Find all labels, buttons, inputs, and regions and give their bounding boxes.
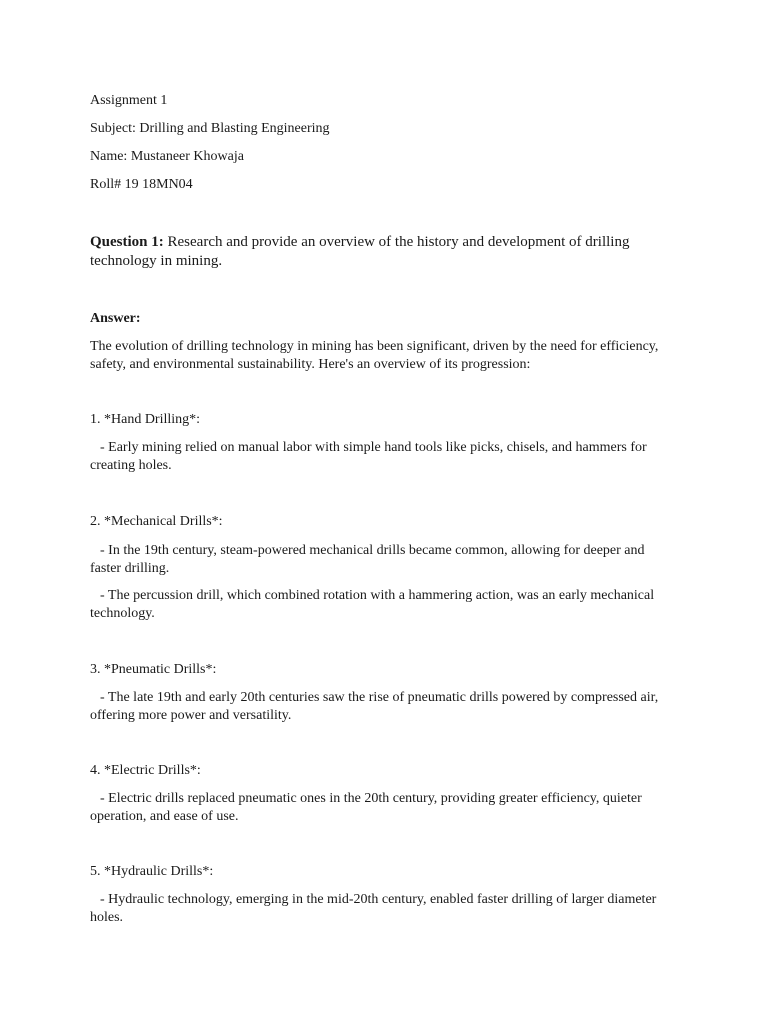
question-text: Research and provide an overview of the history and development of drilling technology in mining. [90, 234, 630, 269]
question-paragraph [90, 233, 670, 271]
answer-label: Answer: [90, 311, 141, 326]
section-point: - The late 19th and early 20th centuries saw the rise of pneumatic drills powered by compressed air, offering more power and versatility. [90, 690, 659, 723]
section-heading: 4. *Electric Drills*: [90, 763, 201, 778]
section-heading: 1. *Hand Drilling*: [90, 412, 201, 427]
section-heading: 3. *Pneumatic Drills*: [90, 662, 217, 677]
subject-line: Subject: Drilling and Blasting Engineering [90, 121, 330, 136]
section-point: - Hydraulic technology, emerging in the mid-20th century, enabled faster drilling of larger diameter holes. [90, 892, 657, 925]
section-point: - In the 19th century, steam-powered mechanical drills became common, allowing for deeper and faster drilling. [90, 543, 645, 576]
section-point: - Electric drills replaced pneumatic ones in the 20th century, providing greater efficiency, quieter operation, and ease of use. [90, 791, 642, 824]
name-line: Name: Mustaneer Khowaja [90, 149, 244, 164]
question-label: Question 1: [90, 234, 164, 250]
section-heading: 5. *Hydraulic Drills*: [90, 864, 214, 879]
section-point: - Early mining relied on manual labor with simple hand tools like picks, chisels, and hammers for creating holes. [90, 440, 647, 473]
section-point: - The percussion drill, which combined rotation with a hammering action, was an early mechanical technology. [90, 588, 655, 621]
answer-intro: The evolution of drilling technology in mining has been significant, driven by the need for efficiency, safety, and environmental sustainability. Here's an overview of its progression: [90, 339, 659, 372]
section-heading: 2. *Mechanical Drills*: [90, 514, 223, 529]
assignment-line: Assignment 1 [90, 93, 168, 108]
roll-line: Roll# 19 18MN04 [90, 177, 193, 192]
